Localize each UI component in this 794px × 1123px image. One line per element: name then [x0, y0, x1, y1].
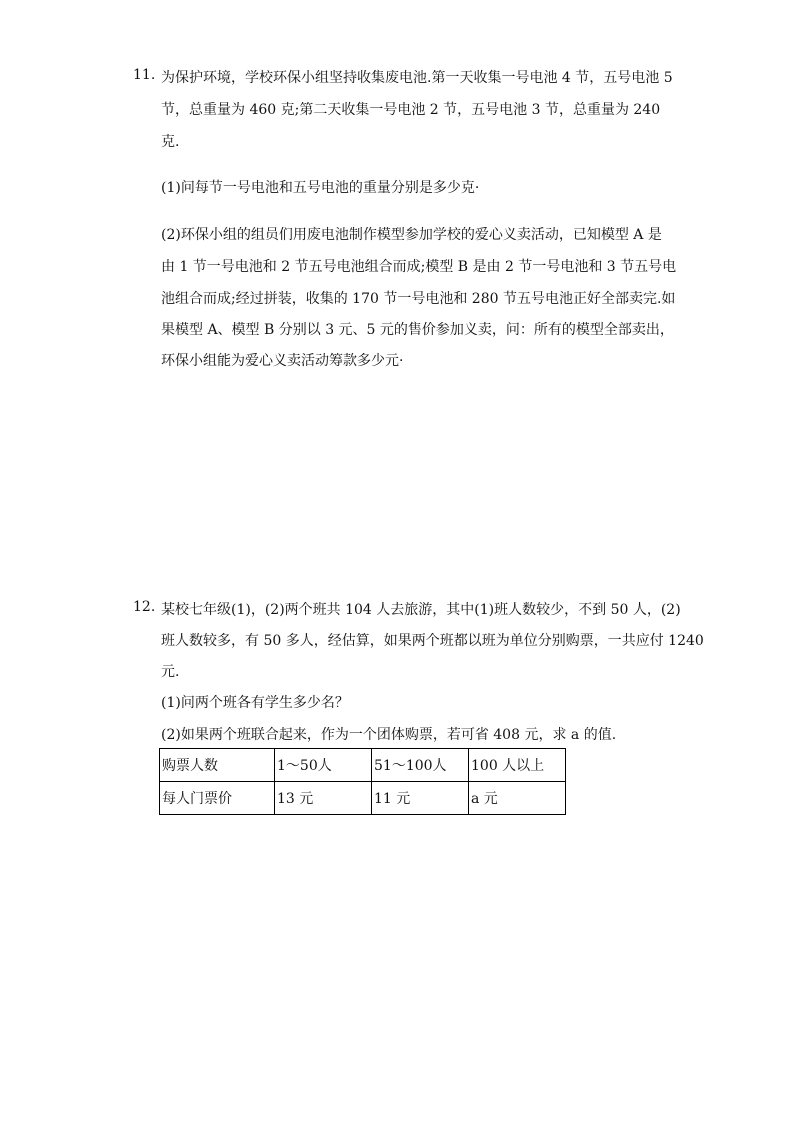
- sub-question-2-line: 池组合而成;经过拼装，收集的 170 节一号电池和 280 节五号电池正好全部卖完.如: [161, 291, 676, 307]
- table-row: [160, 749, 566, 782]
- table-cell: 100 人以上: [469, 749, 566, 782]
- sub-question-2: (2)如果两个班联合起来，作为一个团体购票，若可省 408 元，求 a 的值.: [161, 727, 617, 743]
- table-cell: 11 元: [372, 782, 469, 815]
- table-cell: 51～100人: [372, 749, 469, 782]
- table-cell: 13 元: [275, 782, 372, 815]
- sub-question-2-line: 环保小组能为爱心义卖活动筹款多少元·: [161, 353, 404, 369]
- sub-question-2-line: (2)环保小组的组员们用废电池制作模型参加学校的爱心义卖活动，已知模型 A 是: [161, 227, 662, 243]
- sub-question-2-line: 由 1 节一号电池和 2 节五号电池组合而成;模型 B 是由 2 节一号电池和 3 节五号电: [161, 259, 677, 275]
- sub-question-1: (1)问两个班各有学生多少名？: [161, 695, 349, 711]
- question-number: 11.: [133, 67, 156, 83]
- question-text-line: 元.: [161, 664, 180, 680]
- sub-question-2-line: 果模型 A、模型 B 分别以 3 元、5 元的售价参加义卖，问：所有的模型全部卖出，: [161, 322, 674, 338]
- ticket-price-table: [159, 748, 566, 815]
- table-cell: 1～50人: [275, 749, 372, 782]
- question-text-line: 某校七年级(1)，(2)两个班共 104 人去旅游，其中(1)班人数较少，不到 50 人，(2): [161, 602, 681, 618]
- question-number: 12.: [133, 599, 156, 615]
- table-cell: a 元: [469, 782, 566, 815]
- question-text-line: 为保护环境，学校环保小组坚持收集废电池.第一天收集一号电池 4 节，五号电池 5: [161, 70, 673, 86]
- question-text-line: 节，总重量为 460 克;第二天收集一号电池 2 节，五号电池 3 节，总重量为 240: [161, 102, 661, 118]
- question-text-line: 班人数较多，有 50 多人，经估算，如果两个班都以班为单位分别购票，一共应付 1240: [161, 633, 704, 649]
- question-text-line: 克.: [161, 134, 180, 150]
- sub-question-1: (1)问每节一号电池和五号电池的重量分别是多少克·: [161, 180, 480, 196]
- table-cell: 每人门票价: [160, 782, 275, 815]
- table-cell: 购票人数: [160, 749, 275, 782]
- table-row: [160, 782, 566, 815]
